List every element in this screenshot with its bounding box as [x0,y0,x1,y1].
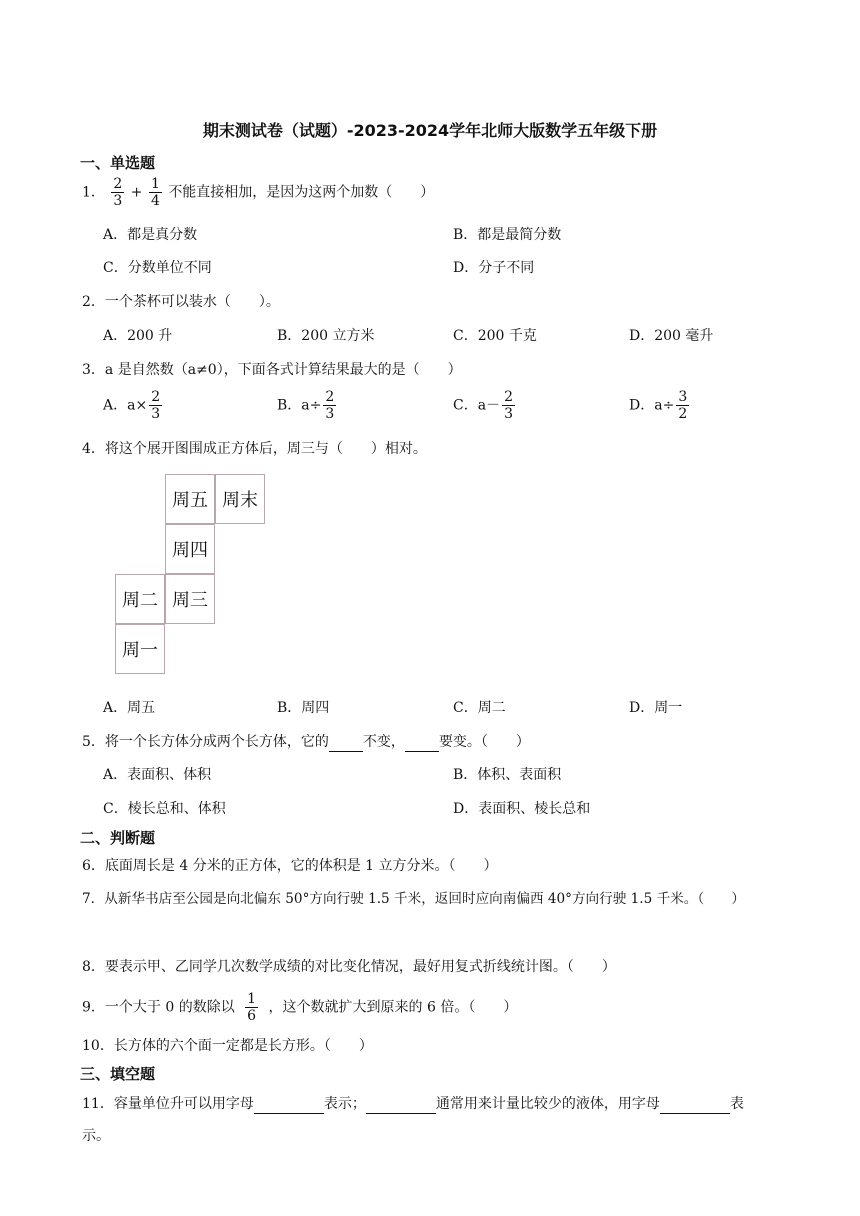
net-cell-fri: 周五 [165,474,215,524]
question-number: 1． [82,184,105,201]
question-1 [82,176,434,209]
option-c: C．分数单位不同 [103,260,212,276]
option-a: A．周五 [103,700,156,716]
option-d: D．200 毫升 [629,328,714,344]
net-cell-tue: 周二 [115,574,165,624]
question-7: 7．从新华书店至公园是向北偏东 50°方向行驶 1.5 千米，返回时应向南偏西 40°方向行驶 1.5 千米。（ ） [82,891,745,907]
question-10: 10．长方体的六个面一定都是长方形。（ ） [82,1038,373,1054]
option-a: A．a× $\frac{2}{3}$ [103,389,161,422]
question-6: 6．底面周长是 4 分米的正方体，它的体积是 1 立方分米。（ ） [82,858,498,874]
fraction-two-thirds: $\frac{2}{3}$ [113,176,123,209]
question-3: 3．a 是自然数（a≠0），下面各式计算结果最大的是（ ） [82,362,462,378]
option-b: B．周四 [277,700,330,716]
section-heading-single-choice: 一、单选题 [80,154,156,172]
question-11-continuation: 示。 [82,1128,110,1144]
net-cell-thu: 周四 [165,524,215,574]
question-8: 8．要表示甲、乙同学几次数学成绩的对比变化情况，最好用复式折线统计图。（ ） [82,959,616,975]
answer-blank[interactable] [405,731,439,752]
option-a: A．表面积、体积 [103,767,212,783]
answer-blank[interactable] [660,1093,730,1114]
fraction: $\frac{3}{2}$ [678,389,688,422]
option-b: B．200 立方米 [277,328,375,344]
option-b: B．a÷ $\frac{2}{3}$ [277,389,335,422]
fraction-one-sixth: $\frac{1}{6}$ [247,991,257,1024]
option-b: B．都是最简分数 [453,227,562,243]
section-heading-true-false: 二、判断题 [80,829,156,847]
plus-sign: + [130,184,143,201]
option-a: A．200 升 [103,328,173,344]
option-d: D．表面积、棱长总和 [453,801,591,817]
answer-blank[interactable] [254,1093,324,1114]
option-c: C．a－ $\frac{2}{3}$ [453,389,513,422]
page-title: 期末测试卷（试题）-2023-2024学年北师大版数学五年级下册 [202,121,658,140]
option-c: C．棱长总和、体积 [103,801,226,817]
fraction-one-quarter: $\frac{1}{4}$ [150,176,160,209]
option-d: D．分子不同 [453,260,535,276]
net-cell-weekend: 周末 [215,474,265,524]
answer-blank[interactable] [366,1093,436,1114]
question-text: 不能直接相加，是因为这两个加数（ ） [168,184,435,201]
option-d: D．周一 [629,700,683,716]
fraction: $\frac{2}{3}$ [151,389,161,422]
question-5: 5．将一个长方体分成两个长方体，它的 不变， 要变。（ ） [82,731,530,752]
cube-net-figure [115,474,270,676]
option-c: C．周二 [453,700,506,716]
fraction: $\frac{2}{3}$ [504,389,513,422]
option-a: A．都是真分数 [103,227,198,243]
question-11: 11．容量单位升可以用字母 表示； 通常用来计量比较少的液体，用字母 表 [82,1093,744,1114]
answer-blank[interactable] [329,731,363,752]
option-d: D．a÷ $\frac{3}{2}$ [629,389,688,422]
option-b: B．体积、表面积 [453,767,562,783]
question-4: 4．将这个展开图围成正方体后，周三与（ ）相对。 [82,441,427,457]
section-heading-fill-blank: 三、填空题 [80,1065,156,1083]
question-2: 2．一个茶杯可以装水（ ）。 [82,294,280,310]
option-c: C．200 千克 [453,328,537,344]
net-cell-wed: 周三 [165,574,215,624]
question-9: 9．一个大于 0 的数除以 $\frac{1}{6}$ ，这个数就扩大到原来的 6 倍。（ ） [82,991,518,1024]
net-cell-mon: 周一 [115,624,165,674]
fraction: $\frac{2}{3}$ [325,389,335,422]
